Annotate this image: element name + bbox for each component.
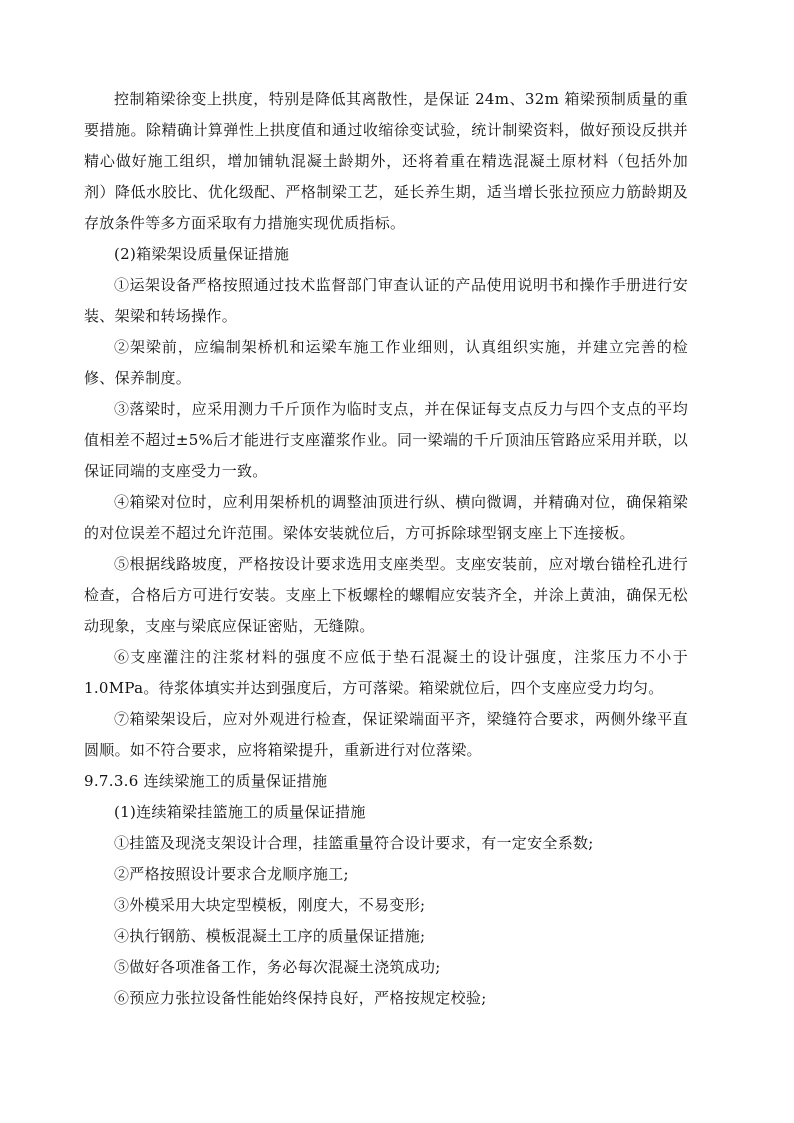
paragraph-intro: 控制箱梁徐变上拱度，特别是降低其离散性，是保证 24m、32m 箱梁预制质量的重要措施。除精确计算弹性上拱度值和通过收缩徐变试验，统计制梁资料，做好预设反拱并精心做好施工组织，增加铺轨混凝土龄期外，还将着重在精选混凝土原材料（包括外加剂）降低水胶比、优化级配、严格制梁工艺，延长养生期，适当增长张拉预应力筋龄期及存放条件等多方面采取有力措施实现优质指标。 [84, 90, 688, 232]
list-item: ①挂篮及现浇支架设计合理，挂篮重量符合设计要求，有一定安全系数; [114, 834, 594, 852]
list-item: ④箱梁对位时，应利用架桥机的调整油顶进行纵、横向微调，并精确对位，确保箱梁的对位误差不超过允许范围。梁体安装就位后，方可拆除球型钢支座上下连接板。 [84, 493, 688, 542]
list-item: ⑦箱梁架设后，应对外观进行检查，保证梁端面平齐，梁缝符合要求，两侧外缘平直圆顺。如不符合要求，应将箱梁提升，重新进行对位落梁。 [84, 710, 688, 759]
list-item: ⑤做好各项准备工作，务必每次混凝土浇筑成功; [114, 958, 441, 976]
list-item: ③落梁时，应采用测力千斤顶作为临时支点，并在保证每支点反力与四个支点的平均值相差不超过±5%后才能进行支座灌浆作业。同一梁端的千斤顶油压管路应采用并联，以保证同端的支座受力一致。 [84, 400, 688, 480]
list-item: ②严格按照设计要求合龙顺序施工; [114, 865, 349, 883]
list-item: ②架梁前，应编制架桥机和运梁车施工作业细则，认真组织实施，并建立完善的检修、保养制度。 [84, 338, 688, 387]
list-item: ⑥支座灌注的注浆材料的强度不应低于垫石混凝土的设计强度，注浆压力不小于 1.0MPa。待浆体填实并达到强度后，方可落梁。箱梁就位后，四个支座应受力均匀。 [84, 648, 688, 697]
list-item: ①运架设备严格按照通过技术监督部门审查认证的产品使用说明书和操作手册进行安装、架梁和转场操作。 [84, 276, 688, 325]
list-item: ⑤根据线路坡度，严格按设计要求选用支座类型。支座安装前，应对墩台锚栓孔进行检查，合格后方可进行安装。支座上下板螺栓的螺帽应安装齐全，并涂上黄油，确保无松动现象，支座与梁底应保证密贴，无缝隙。 [84, 555, 688, 635]
document-body [84, 84, 688, 1014]
section-heading: 9.7.3.6 连续梁施工的质量保证措施 [84, 772, 328, 790]
list-item: ④执行钢筋、模板混凝土工序的质量保证措施; [114, 927, 426, 945]
list-item: ③外模采用大块定型模板，刚度大，不易变形; [114, 896, 426, 914]
subsection-heading: (2)箱梁架设质量保证措施 [114, 245, 290, 263]
list-item: ⑥预应力张拉设备性能始终保持良好，严格按规定校验; [114, 989, 487, 1007]
subsection-heading: (1)连续箱梁挂篮施工的质量保证措施 [114, 803, 366, 821]
